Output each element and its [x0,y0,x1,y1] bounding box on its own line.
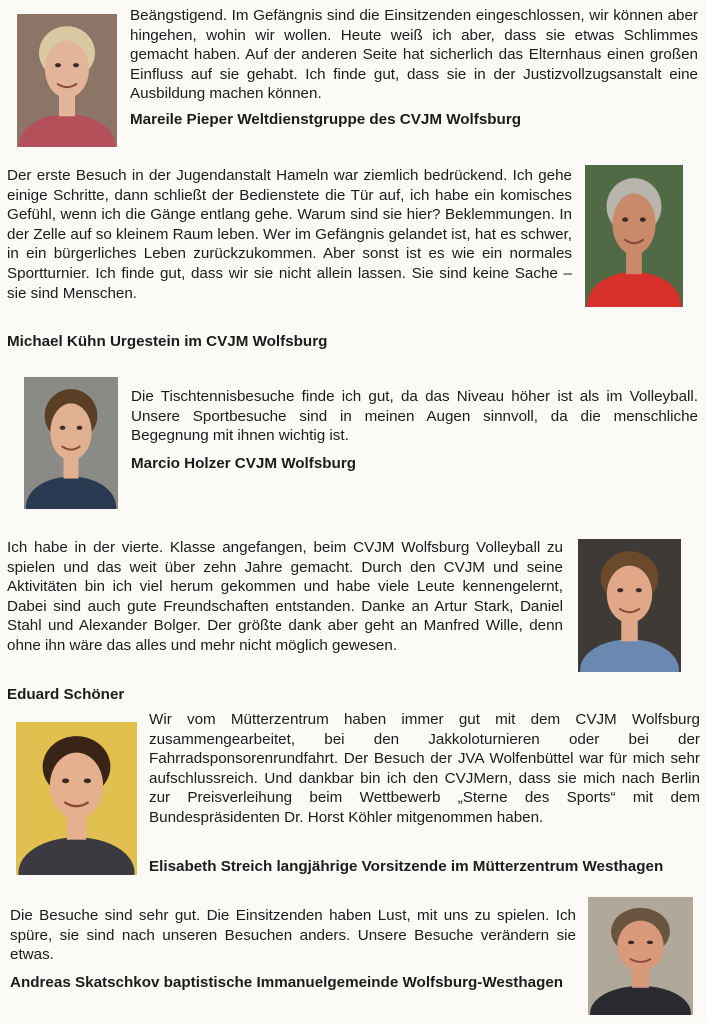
quote-text: Die Tischtennisbesuche finde ich gut, da das Niveau höher ist als im Volleyball. Unsere Sportbesuche sind in meinen Augen sinnvoll, da die menschliche Begegnung mit ihnen wichtig ist. [131,388,698,445]
author-name: Mareile Pieper Weltdienstgruppe des CVJM Wolfsburg [130,111,522,128]
quote-text: Beängstigend. Im Gefängnis sind die Einsitzenden eingeschlossen, wir können aber hingehen, wohin wir wollen. Heute weiß ich aber, dass sie etwas Schlimmes gemacht haben. Auf der anderen Seite hat sicherlich das Elternhaus einen großen Einfluss auf sie gehabt. Ich finde gut, dass sie in der Justizvollzugsanstalt eine Ausbildung machen können. [130,7,698,103]
author-name: Michael Kühn Urgestein im CVJM Wolfsburg [7,333,328,350]
photo-andreas-skatschkov [588,897,693,1015]
photo-eduard-schoener [578,539,681,672]
photo-marcio-holzer [24,377,118,509]
quote-text: Die Besuche sind sehr gut. Die Einsitzenden haben Lust, mit uns zu spielen. Ich spüre, sie sind nach unseren Besuchen anders. Unsere Besuche verändern sie etwas. [10,907,576,964]
author-name: Marcio Holzer CVJM Wolfsburg [131,455,357,472]
author-name: Elisabeth Streich langjährige Vorsitzende im Mütterzentrum Westhagen [149,858,664,875]
quote-text: Wir vom Mütterzentrum haben immer gut mit dem CVJM Wolfsburg zusammengearbeitet, bei den Jakkoloturnieren oder bei der Fahrradsponsorenrundfahrt. Der Besuch der JVA Wolfenbüttel war für mich sehr aufschlussreich. Und dankbar bin ich den CVJMern, dass sie mich nach Berlin zur Preisverleihung beim Wettbewerb „Sterne des Sports“ mit dem Bundespräsidenten Dr. Horst Köhler mitgenommen haben. [149,711,700,826]
author-name: Andreas Skatschkov baptistische Immanuelgemeinde Wolfsburg-Westhagen [10,974,564,991]
quote-text: Der erste Besuch in der Jugendanstalt Hameln war ziemlich bedrückend. Ich gehe einige Schritte, dann schließt der Bedienstete die Tür auf, ich habe ein komisches Gefühl, wenn ich die Gänge entlang gehe. Warum sind sie hier? Beklemmungen. In der Zelle auf so kleinem Raum leben. Wer im Gefängnis gelandet ist, hat es schwer, in ein bürgerliches Leben zurückzukommen. Aber sonst ist es wie ein normales Sportturnier. Ich finde gut, dass wir sie nicht allein lassen. Sie sind keine Sache – sie sind Menschen. [7,167,572,302]
author-name: Eduard Schöner [7,686,125,703]
photo-mareile-pieper [17,14,117,147]
quote-text: Ich habe in der vierte. Klasse angefangen, beim CVJM Wolfsburg Volleyball zu spielen und das weit über zehn Jahre gemacht. Durch den CVJM und seine Aktivitäten bin ich viel herum gekommen und habe viele Leute kennengelernt, Dabei sind auch gute Freundschaften entstanden. Danke an Artur Stark, Daniel Stahl und Alexander Bolger. Der größte dank aber geht an Manfred Wille, denn ohne ihn wäre das alles und mehr nicht möglich gewesen. [7,539,563,654]
photo-elisabeth-streich [16,722,137,875]
photo-michael-kuehn [585,165,683,307]
